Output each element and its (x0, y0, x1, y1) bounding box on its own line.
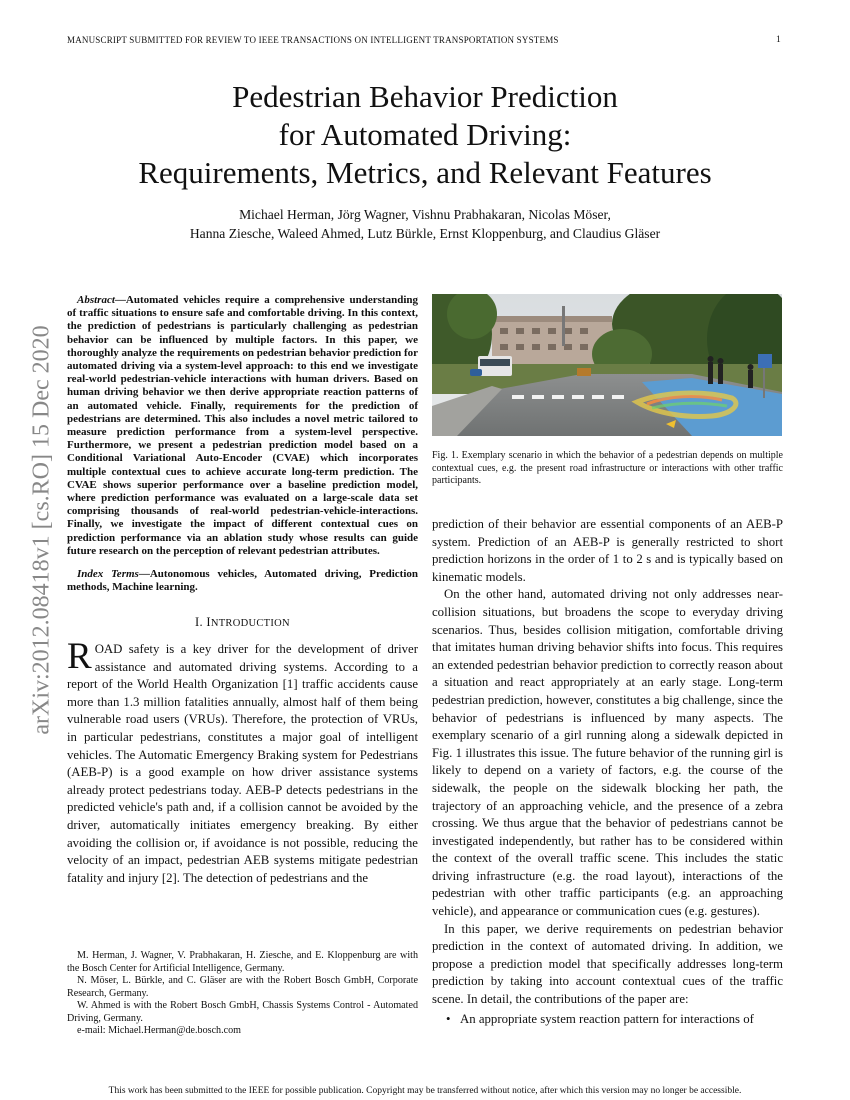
contributions-list (432, 1011, 783, 1029)
drop-cap: R (67, 636, 92, 678)
index-terms-label: Index Terms (77, 568, 139, 581)
footnote: N. Möser, L. Bürkle, and C. Gläser are with the Robert Bosch GmbH, Corporate Research, Germany. (67, 975, 418, 999)
page-number: 1 (776, 35, 781, 45)
figure-1-street-scene-photo (432, 294, 782, 436)
arxiv-stamp (22, 290, 62, 770)
contribution-1-text: An appropriate system reaction pattern for interactions of (460, 1011, 754, 1026)
ieee-copyright-footer: This work has been submitted to the IEEE for possible publication. Copyright may be transferred without notice, after which this version may no longer be accessible. (108, 1086, 742, 1096)
section-number: I. I (195, 615, 211, 630)
left-column (67, 294, 418, 887)
abstract-text: —Automated vehicles require a comprehensive understanding of traffic situations to ensure safe and comfortable driving. In this context, the prediction of pedestrians is particularly challenging as pedestrian behavior can be influenced by multiple factors. In this paper, we thoroughly analyze the requirements on pedestrian behavior prediction for automated driving via a system-level approach: to this end we investigate real-world pedestrian-vehicle interactions with human drivers. Based on human driving behavior we then derive appropriate reaction patterns of an automated vehicle. Finally, requirements for the prediction of pedestrians are determined. This also includes a novel metric tailored to measure prediction performance from a system-level perspective. Furthermore, we present a pedestrian prediction model based on a Conditional Variational Auto-Encoder (CVAE) which incorporates multiple contextual cues to achieve accurate long-term prediction. The CVAE shows superior performance over a baseline prediction model, where prediction performance was evaluated on a large-scale data set comprising thousands of real-world pedestrian-vehicle-interactions. Finally, we investigate the impact of different contextual cues on prediction performance via an ablation study whose results can guide future research on the perception of relevant pedestrian attributes. (67, 294, 418, 557)
title-line-2: for Automated Driving: (278, 117, 572, 152)
intro-paragraph-1 (67, 636, 418, 887)
figure-1-caption: Fig. 1. Exemplary scenario in which the behavior of a pedestrian depends on multiple contextual cues, e.g. the present road infrastructure or interactions with other traffic participants. (432, 450, 783, 486)
list-item (446, 1011, 783, 1029)
arxiv-stamp-text: arXiv:2012.08418v1 [cs.RO] 15 Dec 2020 (28, 325, 55, 735)
bullet-icon: • (446, 1011, 451, 1026)
footnote: M. Herman, J. Wagner, V. Prabhakaran, H. Ziesche, and E. Kloppenburg are with the Bosch Center for Artificial Intelligence, Germany. (67, 950, 418, 974)
authors-line-2: Hanna Ziesche, Waleed Ahmed, Lutz Bürkle, Ernst Kloppenburg, and Claudius Gläser (189, 226, 661, 241)
title-line-3: Requirements, Metrics, and Relevant Features (138, 155, 712, 190)
index-terms (67, 568, 418, 594)
author-list (60, 205, 790, 243)
title-line-1: Pedestrian Behavior Prediction (232, 79, 618, 114)
index-terms-text: —Autonomous vehicles, Automated driving, Prediction methods, Machine learning. (67, 568, 418, 594)
authors-line-1: Michael Herman, Jörg Wagner, Vishnu Prabhakaran, Nicolas Möser, (239, 207, 611, 222)
intro-paragraph-1-text: OAD safety is a key driver for the development of driver assistance and automated driving systems. According to a report of the World Health Organization [1] traffic accidents cause more than 1.3 million fatalities annually, almost half of them being vulnerable road users (VRUs). Therefore, the protection of VRUs, in particular pedestrians, constitutes a major goal of intelligent vehicles. The Automatic Emergency Braking system for Pedestrians (AEB-P) is a good example on how driver assistance systems already protect pedestrians today. AEB-P detects pedestrians in the predicted vehicle's path and, if a collision cannot be avoided by the driver, automatically initiates emergency breaking. By either avoiding the collision or, if avoidance is not possible, reducing the velocity of an impact, pedestrian AEB systems mitigate pedestrian fatality and injury [2]. The detection of pedestrians and the (67, 642, 418, 885)
paper-title (60, 78, 790, 192)
intro-paragraph-2: On the other hand, automated driving not only addresses near-collision situations, but broadens the scope to everyday driving scenarios. Thus, besides collision mitigation, comfortable driving that imitates human driving behavior shifts into focus. This requires an extended pedestrian behavior prediction to correctly reason about a situation and react appropriately at an early stage. Long-term pedestrian prediction, however, constitutes a big challenge, since the behavior of pedestrians is influenced by many aspects. The exemplary scenario of a girl running along a sidewalk depicted in Fig. 1 illustrates this issue. The future behavior of the running girl is likely to depend on a variety of factors, e.g. the course of the sidewalk, the people on the sidewalk blocking her path, the trajectory of an approaching vehicle, and the presence of a zebra crossing. We thus argue that the behavior of pedestrians cannot be investigated independently, but rather has to be considered within the context of the overall traffic scene. This includes the static driving infrastructure (e.g. the road layout), interactions of the pedestrian with other traffic participants (e.g. an approaching vehicle), and appearance or communication cues (e.g. gestures). (432, 587, 783, 919)
right-column (432, 516, 783, 1028)
footnote-email: e-mail: Michael.Herman@de.bosch.com (77, 1025, 242, 1036)
running-header: MANUSCRIPT SUBMITTED FOR REVIEW TO IEEE TRANSACTIONS ON INTELLIGENT TRANSPORTATION SYSTEMS (67, 35, 559, 45)
footnote: W. Ahmed is with the Robert Bosch GmbH, Chassis Systems Control - Automated Driving, Germany. (67, 1000, 418, 1024)
intro-paragraph-1-continued: prediction of their behavior are essential components of an AEB-P system. Prediction of an AEB-P is generally restricted to short prediction horizons in the order of 1 to 2 s and is typically based on kinematic models. (432, 517, 783, 584)
section-heading-introduction (67, 614, 418, 633)
intro-paragraph-3: In this paper, we derive requirements on pedestrian behavior prediction in the context of automated driving. In addition, we propose a prediction model that specifically addresses long-term prediction by taking into account contextual cues of the traffic scene. In detail, the contributions of the paper are: (432, 921, 783, 1007)
abstract-label: Abstract (77, 294, 115, 306)
affiliation-footnotes (67, 950, 418, 1038)
abstract (67, 294, 418, 558)
street-scene-illustration (432, 294, 782, 436)
section-title: NTRODUCTION (210, 618, 290, 630)
